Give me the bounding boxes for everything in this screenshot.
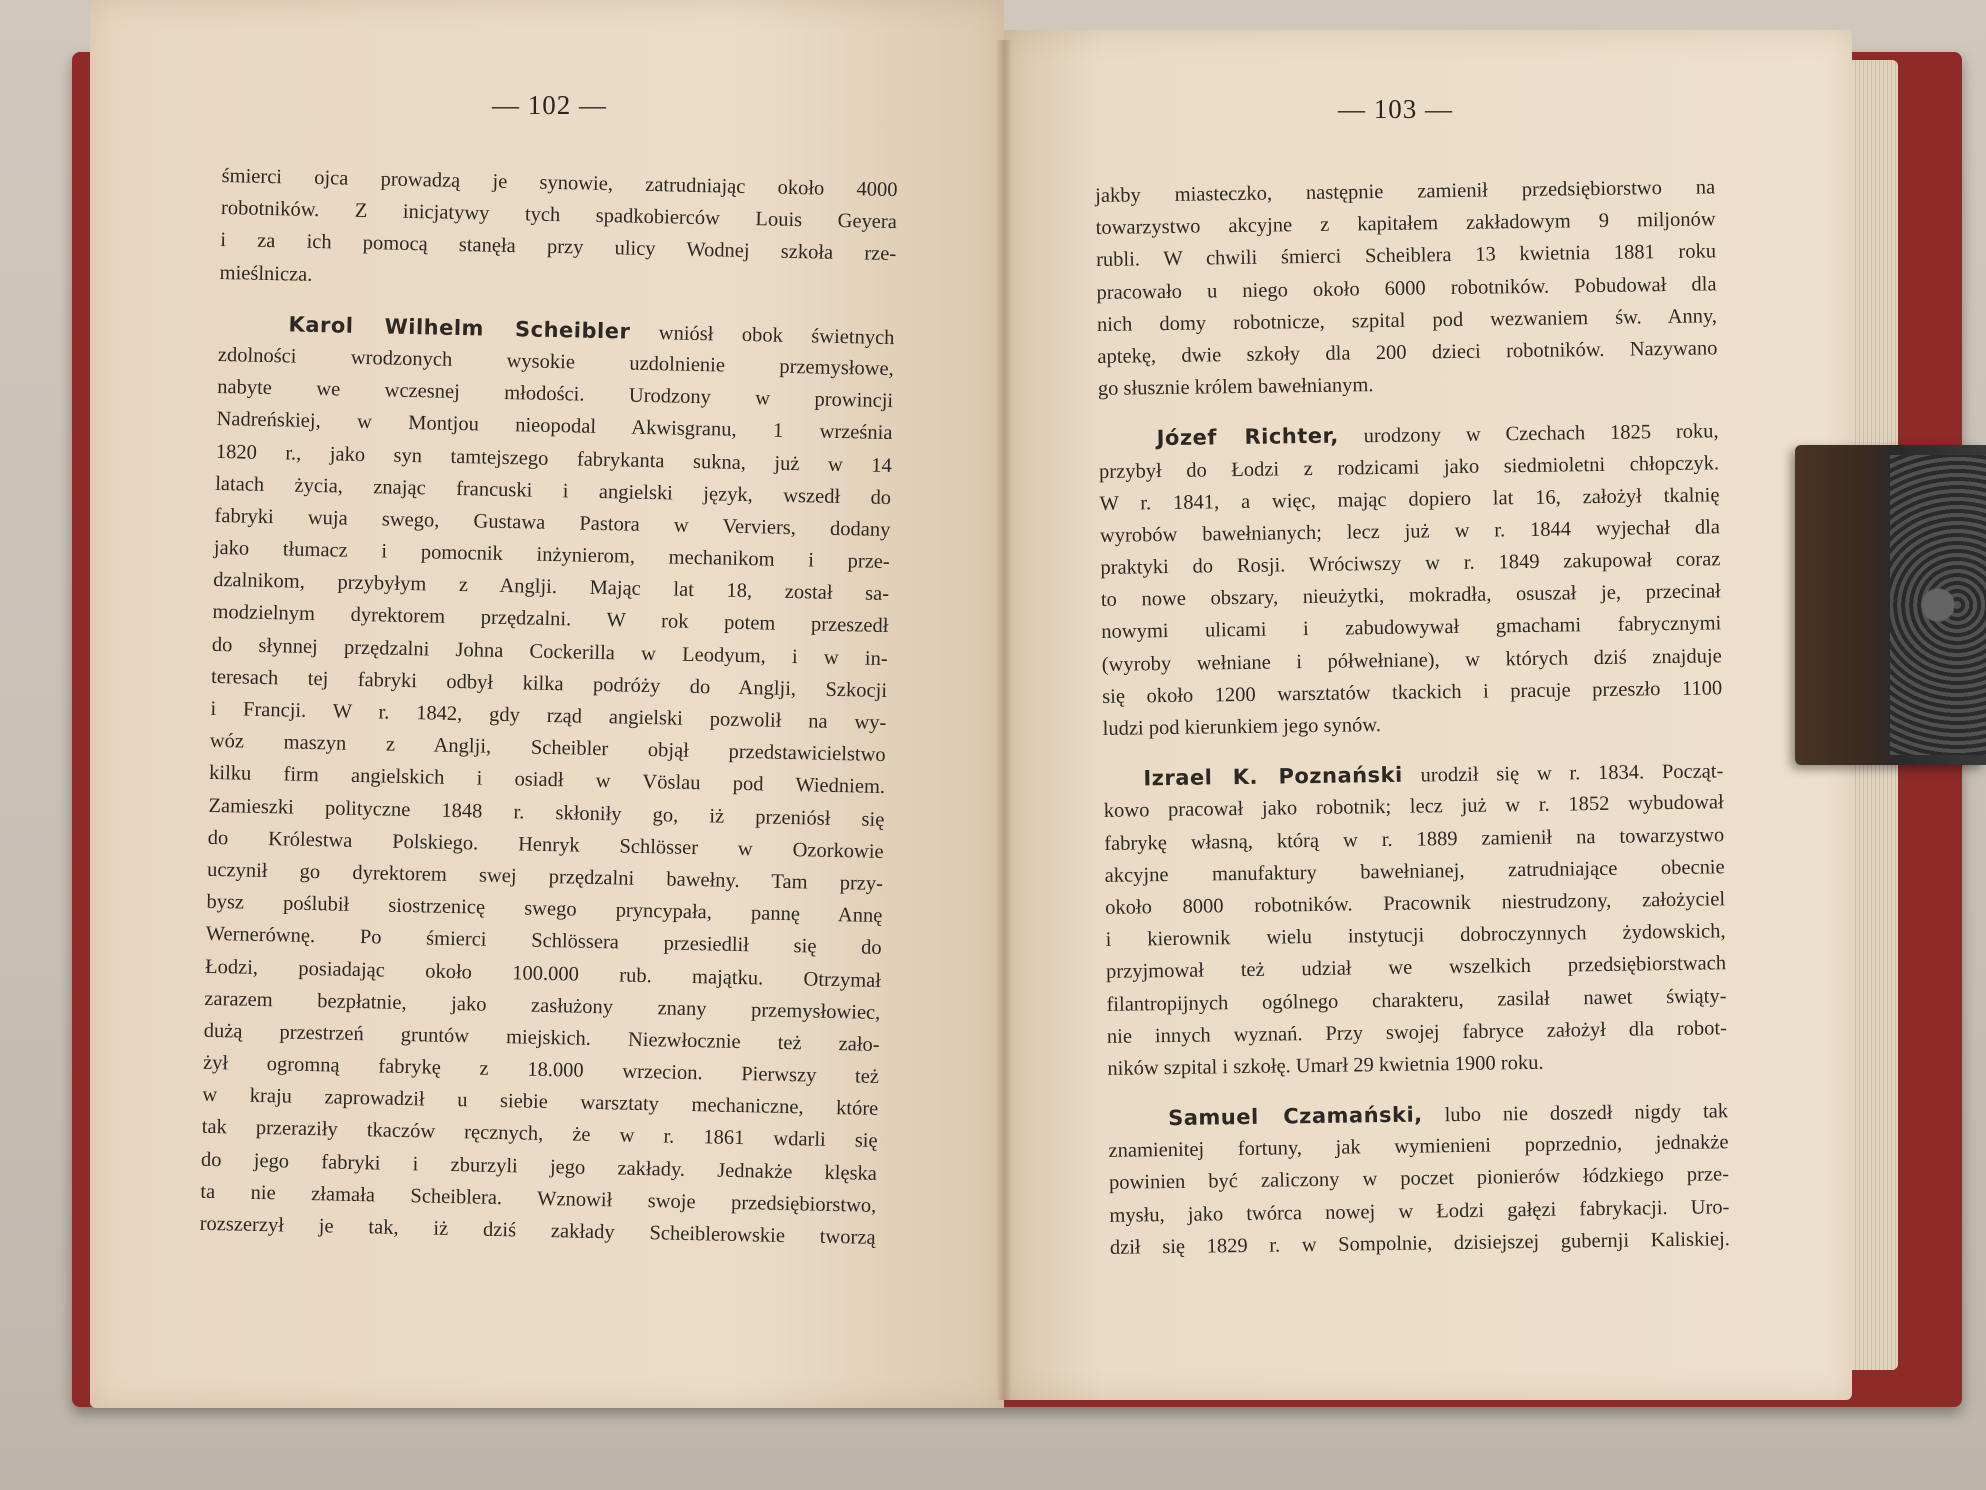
text-line: uczynił go dyrektorem swej przędzalni bawełny. Tam przy- (206, 858, 884, 895)
text-fragment: lubo nie doszedł nigdy tak (1444, 1100, 1729, 1127)
stamp-face (1890, 455, 1986, 755)
text-line: fabrykę własną, którą w r. 1889 zamienił na towarzystwo (1104, 823, 1725, 855)
left-page-number: — 102 — (492, 90, 607, 120)
right-page-number: — 103 — (1338, 94, 1453, 124)
text-line: bysz poślubił siostrzenicę swego pryncypała, pannę Annę (206, 890, 883, 928)
text-line: śmierci ojca prowadzą je synowie, zatrudniając około 4000 (221, 164, 898, 202)
text-line: (wyroby wełniane i półwełniane), w których dziś znajduje (1101, 644, 1722, 676)
text-line: ników szpital i szkołę. Umarł 29 kwietnia 1900 roku. (1107, 1051, 1544, 1080)
text-line: rozszerzył je tak, iż dziś zakłady Scheiblerowskie tworzą (199, 1212, 876, 1249)
text-line: wóz maszyn z Anglji, Scheibler objął przedstawicielstwo (209, 730, 886, 767)
text-line: wyrobów bawełnianych; lecz już w r. 1844 wyjechał dla (1099, 516, 1721, 547)
text-line: modzielnym dyrektorem przędzalni. W rok potem przeszedł (212, 601, 889, 638)
text-line: do jego fabryki i zburzyli jego zakłady. Jednakże klęska (200, 1148, 878, 1185)
text-line: zdolności wrodzonych wysokie uzdolnienie przemysłowe, (217, 343, 894, 381)
text-line: teresach tej fabryki odbył kilka podróży do Anglji, Szkocji (210, 665, 888, 702)
text-line: mysłu, jako twórca nowej w Łodzi gałęzi fabrykacji. Uro- (1109, 1195, 1730, 1227)
wooden-stamp-block (1795, 445, 1986, 765)
text-line: żył ogromną fabrykę z 18.000 wrzecion. Pierwszy też (202, 1051, 880, 1089)
text-line: zarazem bezpłatnie, jako zasłużony znany przemysłowiec, (204, 987, 881, 1024)
text-line: się około 1200 warsztatów tkackich i pracuje przeszło 1100 (1102, 677, 1723, 708)
text-line: 1820 r., jako syn tamtejszego fabrykanta sukna, już w 14 (215, 440, 892, 477)
text-line: jako tłumacz i pomocnik inżynierom, mechanikom i prze- (213, 536, 890, 574)
text-line: około 8000 robotników. Pracownik niestrudzony, założyciel (1105, 888, 1726, 919)
left-page-text (199, 160, 897, 1254)
text-line: Zamieszki polityczne 1848 r. skłoniły go, iż przeniósł się (208, 794, 885, 831)
text-line: pracowało u niego około 6000 robotników. Pobudował dla (1096, 272, 1717, 304)
text-line: praktyki do Rosji. Wróciwszy w r. 1849 zakupował coraz (1100, 548, 1721, 580)
text-line: mieślnicza. (219, 261, 313, 286)
text-line: znamienitej fortuny, jak wymienieni poprzednio, jednakże (1108, 1131, 1729, 1163)
text-line: rubli. W chwili śmierci Scheiblera 13 kwietnia 1881 roku (1095, 240, 1717, 272)
text-line: go słusznie królem bawełnianym. (1097, 374, 1374, 401)
text-line: towarzystwo akcyjne z kapitałem zakładowym 9 miljonów (1095, 208, 1716, 240)
text-line: Nadreńskiej, w Montjou nieopodal Akwisgranu, 1 września (216, 408, 893, 445)
text-line: nie innych wyznań. Przy swojej fabryce założył dla robot- (1106, 1016, 1728, 1048)
text-line: dużą przestrzeń gruntów miejskich. Niezwłocznie też zało- (203, 1019, 880, 1056)
text-line: W r. 1841, a więc, mając dopiero lat 16, założył tkalnię (1099, 484, 1720, 515)
text-line: ta nie złamała Scheiblera. Wznowił swoje przedsiębiorstwo, (200, 1180, 877, 1217)
person-name-scheibler: Karol Wilhelm Scheibler (288, 312, 631, 344)
text-line: Łodzi, posiadając około 100.000 rub. majątku. Otrzymał (204, 955, 882, 992)
text-line: nabyte we wczesnej młodości. Urodzony w prowincji (217, 376, 894, 413)
text-line: nowymi ulicami i zabudowywał gmachami fabrycznymi (1101, 612, 1722, 644)
text-fragment: urodził się w r. 1834. Począt- (1420, 760, 1724, 787)
text-line: aptekę, dwie szkoły dla 200 dzieci robotników. Nazywano (1097, 337, 1718, 368)
text-line: w kraju zaprowadził u siebie warsztaty mechaniczne, które (202, 1084, 879, 1121)
person-name-richter: Józef Richter, (1156, 423, 1339, 451)
text-line: robotników. Z inicjatywy tych spadkobierców Louis Geyera (220, 197, 898, 234)
text-line: i Francji. W r. 1842, gdy rząd angielski pozwolił na wy- (210, 697, 887, 735)
text-line: powinien być zaliczony w poczet pionierów łódzkiego prze- (1108, 1163, 1730, 1195)
text-line: przybył do Łodzi z rodzicami jako siedmioletni chłopczyk. (1098, 451, 1720, 483)
book-gutter (996, 40, 1012, 1400)
text-line: tak przeraziły tkaczów ręcznych, że w r. 1861 wdarli się (201, 1116, 878, 1153)
text-line: latach życia, znając francuski i angielski język, wszedł do (214, 472, 892, 509)
text-line: kilku firm angielskich i osiadł w Vöslau pod Wiedniem. (208, 762, 886, 799)
person-name-poznanski: Izrael K. Poznański (1143, 762, 1403, 791)
text-line: i kierownik wielu instytucji dobroczynnych żydowskich, (1105, 920, 1726, 952)
text-line: kowo pracował jako robotnik; lecz już w r. 1852 wybudował (1103, 791, 1724, 823)
person-name-czamanski: Samuel Czamański, (1167, 1102, 1423, 1131)
text-fragment: urodzony w Czechach 1825 roku, (1363, 420, 1719, 448)
right-page-text (1095, 171, 1730, 1264)
text-line: do słynnej przędzalni Johna Cockerilla w Leodyum, i w in- (211, 633, 888, 670)
text-fragment: wniósł obok świetnych (658, 321, 895, 349)
text-line: ludzi pod kierunkiem jego synów. (1102, 714, 1382, 740)
text-line: jakby miasteczko, następnie zamienił przedsiębiorstwo na (1095, 176, 1716, 207)
text-line: przyjmował też udział we wszelkich przedsiębiorstwach (1105, 952, 1727, 984)
text-line: nich domy robotnicze, szpital pod wezwaniem św. Anny, (1096, 305, 1718, 336)
text-line: i za ich pomocą stanęła przy ulicy Wodnej szkoła rze- (220, 229, 897, 266)
text-line: dzalnikom, przybyłym z Anglji. Mając lat 18, został sa- (212, 569, 890, 606)
text-line: dził się 1829 r. w Sompolnie, dzisiejszej gubernji Kaliskiej. (1109, 1228, 1731, 1259)
text-line: fabryki wuja swego, Gustawa Pastora w Verviers, dodany (214, 504, 891, 541)
text-line: do Królestwa Polskiego. Henryk Schlösser w Ozorkowie (207, 826, 884, 863)
text-line: to nowe obszary, nieużytki, mokradła, osuszał je, przecinał (1100, 580, 1721, 612)
text-line: filantropijnych ogólnego charakteru, zasilał nawet świąty- (1106, 984, 1727, 1016)
text-line: akcyjne manufaktury bawełnianej, zatrudniające obecnie (1104, 856, 1725, 887)
text-line: Wernerównę. Po śmierci Schlössera przesiedlił się do (205, 923, 882, 960)
